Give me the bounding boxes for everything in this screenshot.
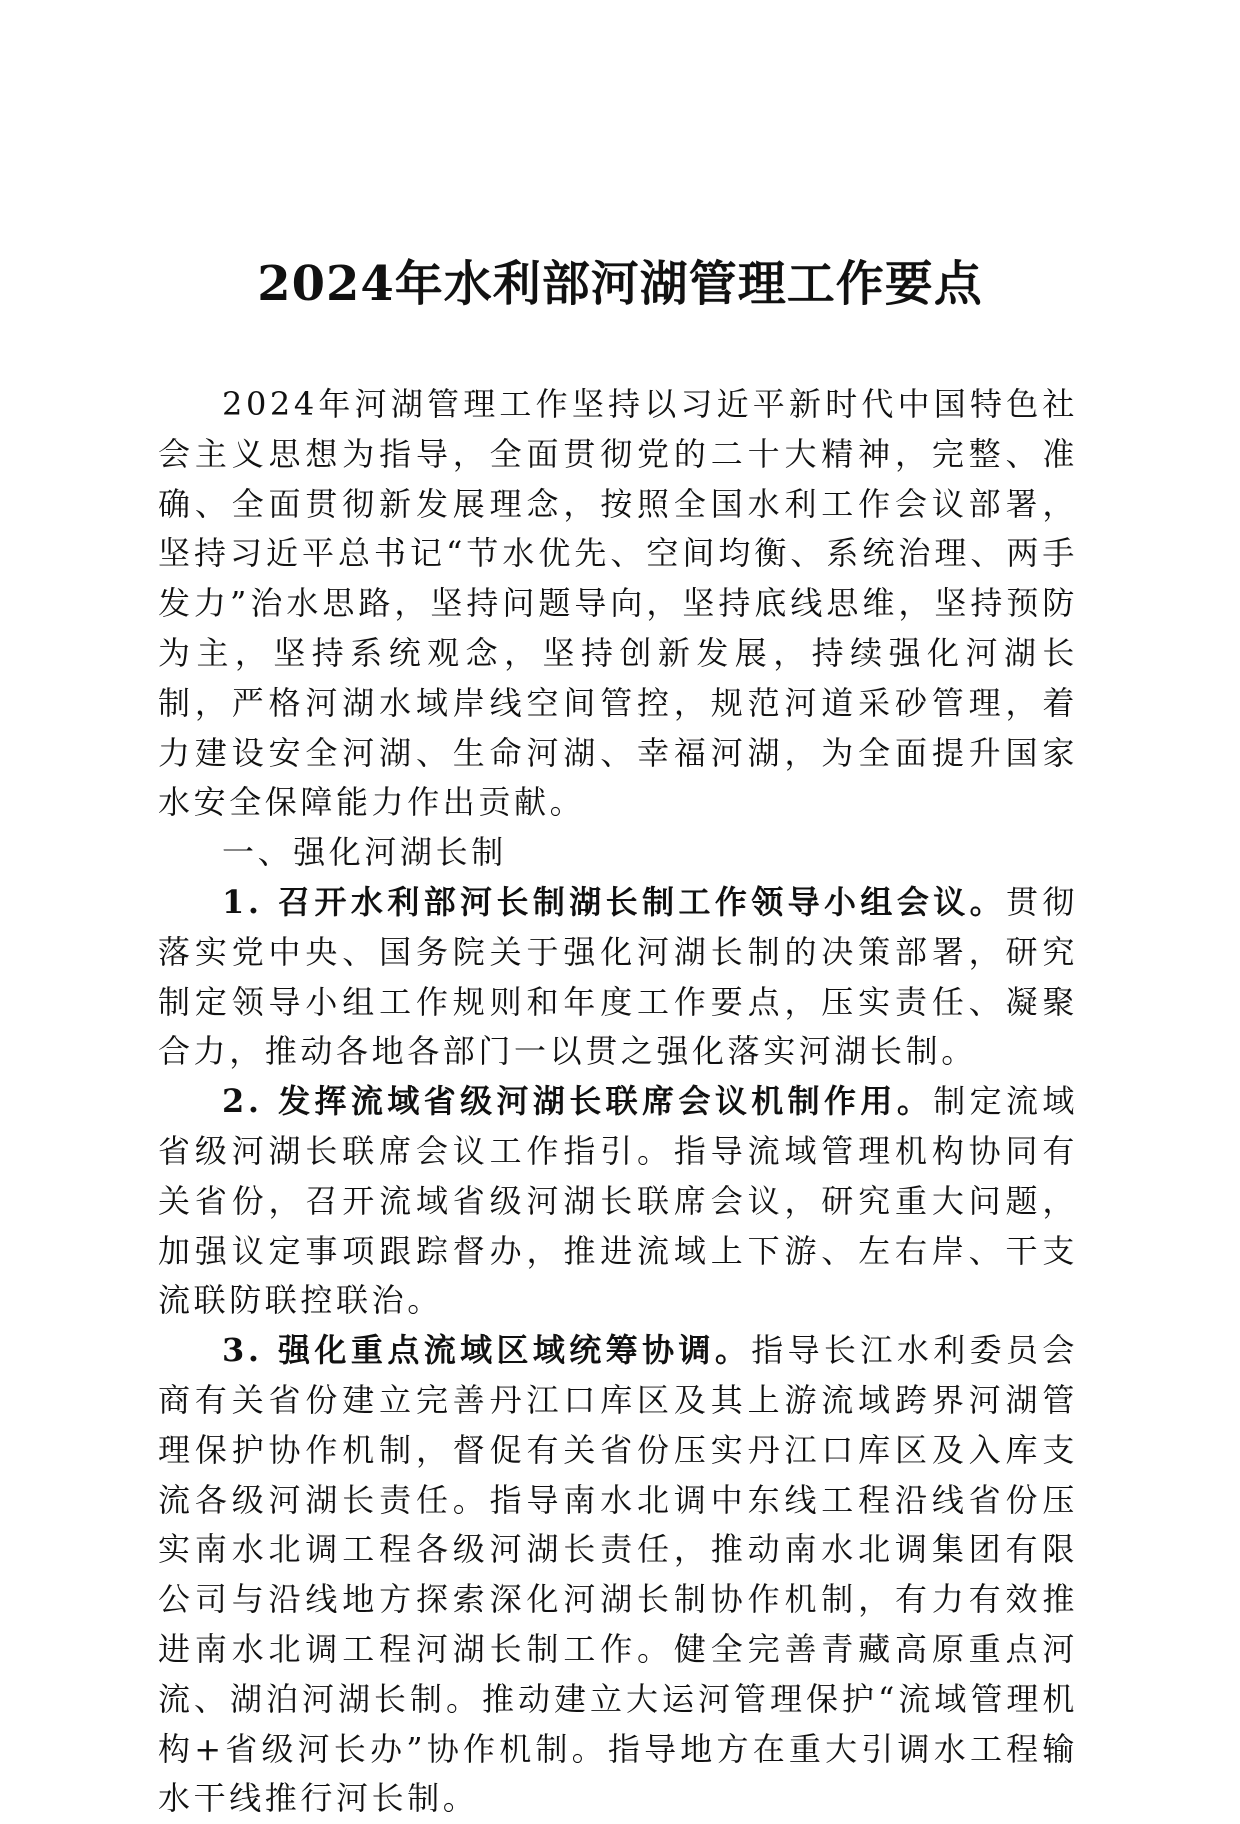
intro-paragraph: 2024年河湖管理工作坚持以习近平新时代中国特色社会主义思想为指导，全面贯彻党的二十大精神，完整、准确、全面贯彻新发展理念，按照全国水利工作会议部署，坚持习近平总书记“节水优先、空间均衡、系统治理、两手发力”治水思路，坚持问题导向，坚持底线思维，坚持预防为主，坚持系统观念，坚持创新发展，持续强化河湖长制，严格河湖水域岸线空间管控，规范河道采砂管理，着力建设安全河湖、生命河湖、幸福河湖，为全面提升国家水安全保障能力作出贡献。 <box>158 385 1078 822</box>
item-text: 贯彻落实党中央、国务院关于强化河湖长制的决策部署，研究制定领导小组工作规则和年度工作要点，压实责任、凝聚合力，推动各地各部门一以贯之强化落实河湖长制。 <box>158 882 1078 1071</box>
item-lead: 2. 发挥流域省级河湖长联席会议机制作用。 <box>222 1082 934 1121</box>
document-body <box>158 380 1078 1824</box>
item-lead: 1. 召开水利部河长制湖长制工作领导小组会议。 <box>222 882 1006 921</box>
item-text: 制定流域省级河湖长联席会议工作指引。指导流域管理机构协同有关省份，召开流域省级河湖长联席会议，研究重大问题，加强议定事项跟踪督办，推进流域上下游、左右岸、干支流联防联控联治。 <box>158 1082 1078 1320</box>
item-paragraph-3 <box>158 1326 1078 1824</box>
section-heading: 一、强化河湖长制 <box>222 833 507 872</box>
item-paragraph-2 <box>158 1077 1078 1326</box>
item-text: 指导长江水利委员会商有关省份建立完善丹江口库区及其上游流域跨界河湖管理保护协作机制，督促有关省份压实丹江口库区及入库支流各级河湖长责任。指导南水北调中东线工程沿线省份压实南水北调工程各级河湖长责任，推动南水北调集团有限公司与沿线地方探索深化河湖长制协作机制，有力有效推进南水北调工程河湖长制工作。健全完善青藏高原重点河流、湖泊河湖长制。推动建立大运河管理保护“流域管理机构+省级河长办”协作机制。指导地方在重大引调水工程输水干线推行河长制。 <box>158 1331 1078 1818</box>
item-lead: 3. 强化重点流域区域统筹协调。 <box>222 1331 752 1370</box>
item-paragraph-1 <box>158 878 1078 1077</box>
document-title: 2024年水利部河湖管理工作要点 <box>257 256 983 312</box>
